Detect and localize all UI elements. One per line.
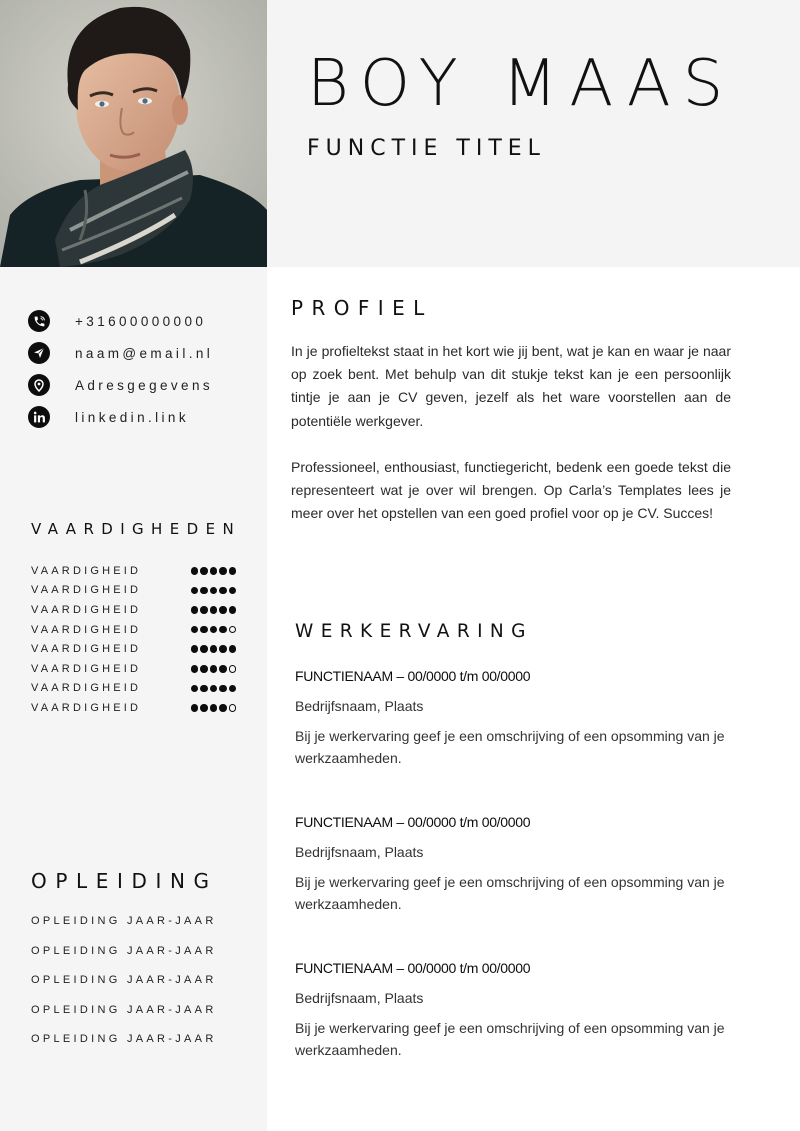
- filled-dot-icon: [191, 587, 199, 595]
- skill-row: [31, 620, 236, 640]
- skill-row: [31, 659, 236, 679]
- filled-dot-icon: [210, 587, 218, 595]
- skill-rating: [191, 567, 237, 575]
- linkedin-icon: [28, 406, 50, 428]
- job-entry: [295, 959, 745, 1061]
- contact-phone[interactable]: [28, 305, 213, 337]
- education-item: OPLEIDING JAAR-JAAR: [31, 974, 217, 987]
- skill-label: VAARDIGHEID: [31, 564, 142, 577]
- filled-dot-icon: [191, 665, 199, 673]
- filled-dot-icon: [219, 665, 227, 673]
- job-company: Bedrijfsnaam, Plaats: [295, 844, 424, 860]
- skill-rating: [191, 645, 237, 653]
- portrait-illustration: [0, 0, 267, 267]
- filled-dot-icon: [219, 645, 227, 653]
- profile-paragraph: Professioneel, enthousiast, functiegericht, bedenk een goede tekst die representeert wat je over wil brengen. Op Carla’s Templates lees je meer over het opstellen van een goed profiel voor op je CV. Succes!: [291, 459, 731, 522]
- job-title-dates: FUNCTIENAAM – 00/0000 t/m 00/0000: [295, 960, 531, 976]
- skill-rating: [191, 665, 237, 673]
- profile-heading: PROFIEL: [291, 296, 433, 320]
- job-description: Bij je werkervaring geef je een omschrijving of een opsomming van je werkzaamheden.: [295, 728, 725, 766]
- filled-dot-icon: [200, 665, 208, 673]
- filled-dot-icon: [210, 704, 218, 712]
- filled-dot-icon: [200, 704, 208, 712]
- skills-heading: VAARDIGHEDEN: [31, 520, 242, 538]
- contact-email[interactable]: [28, 337, 213, 369]
- empty-dot-icon: [229, 626, 237, 634]
- skill-label: VAARDIGHEID: [31, 603, 142, 616]
- filled-dot-icon: [229, 645, 237, 653]
- skill-row: [31, 698, 236, 718]
- job-description: Bij je werkervaring geef je een omschrijving of een opsomming van je werkzaamheden.: [295, 1020, 725, 1058]
- filled-dot-icon: [210, 606, 218, 614]
- skill-label: VAARDIGHEID: [31, 623, 142, 636]
- paper-plane-icon: [28, 342, 50, 364]
- filled-dot-icon: [219, 567, 227, 575]
- filled-dot-icon: [210, 685, 218, 693]
- filled-dot-icon: [200, 645, 208, 653]
- candidate-name: BOY MAAS: [307, 47, 736, 121]
- skill-label: VAARDIGHEID: [31, 643, 142, 656]
- profile-photo: [0, 0, 267, 267]
- skill-rating: [191, 685, 237, 693]
- skill-label: VAARDIGHEID: [31, 662, 142, 675]
- filled-dot-icon: [200, 626, 208, 634]
- work-experience-heading: WERKERVARING: [295, 621, 533, 642]
- linkedin-link[interactable]: linkedin.link: [75, 409, 189, 425]
- skill-row: [31, 639, 236, 659]
- filled-dot-icon: [219, 587, 227, 595]
- skill-row: [31, 600, 236, 620]
- phone-icon: [28, 310, 50, 332]
- filled-dot-icon: [200, 606, 208, 614]
- education-item: OPLEIDING JAAR-JAAR: [31, 1003, 217, 1016]
- profile-text: [291, 340, 731, 526]
- profile-paragraph: In je profieltekst staat in het kort wie jij bent, wat je kan en waar je naar op zoek bent. Met behulp van dit stukje tekst kan je een persoonlijk tintje je aan je CV geven, jezelf als het ware voorstellen aan de potentiële werkgever.: [291, 343, 731, 429]
- location-pin-icon: [28, 374, 50, 396]
- filled-dot-icon: [219, 685, 227, 693]
- filled-dot-icon: [191, 626, 199, 634]
- filled-dot-icon: [229, 567, 237, 575]
- filled-dot-icon: [219, 626, 227, 634]
- skill-row: [31, 679, 236, 699]
- filled-dot-icon: [191, 685, 199, 693]
- skills-list: [31, 561, 236, 718]
- education-item: OPLEIDING JAAR-JAAR: [31, 944, 217, 957]
- skill-row: [31, 561, 236, 581]
- job-title-dates: FUNCTIENAAM – 00/0000 t/m 00/0000: [295, 668, 531, 684]
- filled-dot-icon: [210, 567, 218, 575]
- filled-dot-icon: [229, 606, 237, 614]
- filled-dot-icon: [191, 704, 199, 712]
- skill-rating: [191, 587, 237, 595]
- skill-rating: [191, 626, 237, 634]
- address: Adresgegevens: [75, 377, 214, 393]
- filled-dot-icon: [219, 704, 227, 712]
- empty-dot-icon: [229, 665, 237, 673]
- skill-label: VAARDIGHEID: [31, 682, 142, 695]
- filled-dot-icon: [191, 567, 199, 575]
- job-title-dates: FUNCTIENAAM – 00/0000 t/m 00/0000: [295, 814, 531, 830]
- job-entry: [295, 667, 745, 769]
- filled-dot-icon: [191, 606, 199, 614]
- filled-dot-icon: [229, 587, 237, 595]
- education-heading: OPLEIDING: [31, 869, 218, 893]
- education-list: [31, 912, 217, 1060]
- filled-dot-icon: [210, 626, 218, 634]
- filled-dot-icon: [229, 685, 237, 693]
- filled-dot-icon: [210, 645, 218, 653]
- skill-row: [31, 581, 236, 601]
- email-address: naam@email.nl: [75, 345, 214, 361]
- job-description: Bij je werkervaring geef je een omschrijving of een opsomming van je werkzaamheden.: [295, 874, 725, 912]
- contact-linkedin[interactable]: [28, 401, 213, 433]
- filled-dot-icon: [200, 567, 208, 575]
- skill-rating: [191, 704, 237, 712]
- job-title: FUNCTIE TITEL: [307, 136, 546, 161]
- empty-dot-icon: [229, 704, 237, 712]
- job-entry: [295, 813, 745, 915]
- phone-number: +31600000000: [75, 313, 207, 329]
- filled-dot-icon: [219, 606, 227, 614]
- filled-dot-icon: [191, 645, 199, 653]
- education-item: OPLEIDING JAAR-JAAR: [31, 1033, 217, 1046]
- contact-list: [28, 305, 213, 433]
- skill-label: VAARDIGHEID: [31, 701, 142, 714]
- filled-dot-icon: [200, 685, 208, 693]
- skill-rating: [191, 606, 237, 614]
- filled-dot-icon: [210, 665, 218, 673]
- contact-address: [28, 369, 213, 401]
- education-item: OPLEIDING JAAR-JAAR: [31, 915, 217, 927]
- job-company: Bedrijfsnaam, Plaats: [295, 698, 424, 714]
- filled-dot-icon: [200, 587, 208, 595]
- skill-label: VAARDIGHEID: [31, 584, 142, 597]
- job-company: Bedrijfsnaam, Plaats: [295, 990, 424, 1006]
